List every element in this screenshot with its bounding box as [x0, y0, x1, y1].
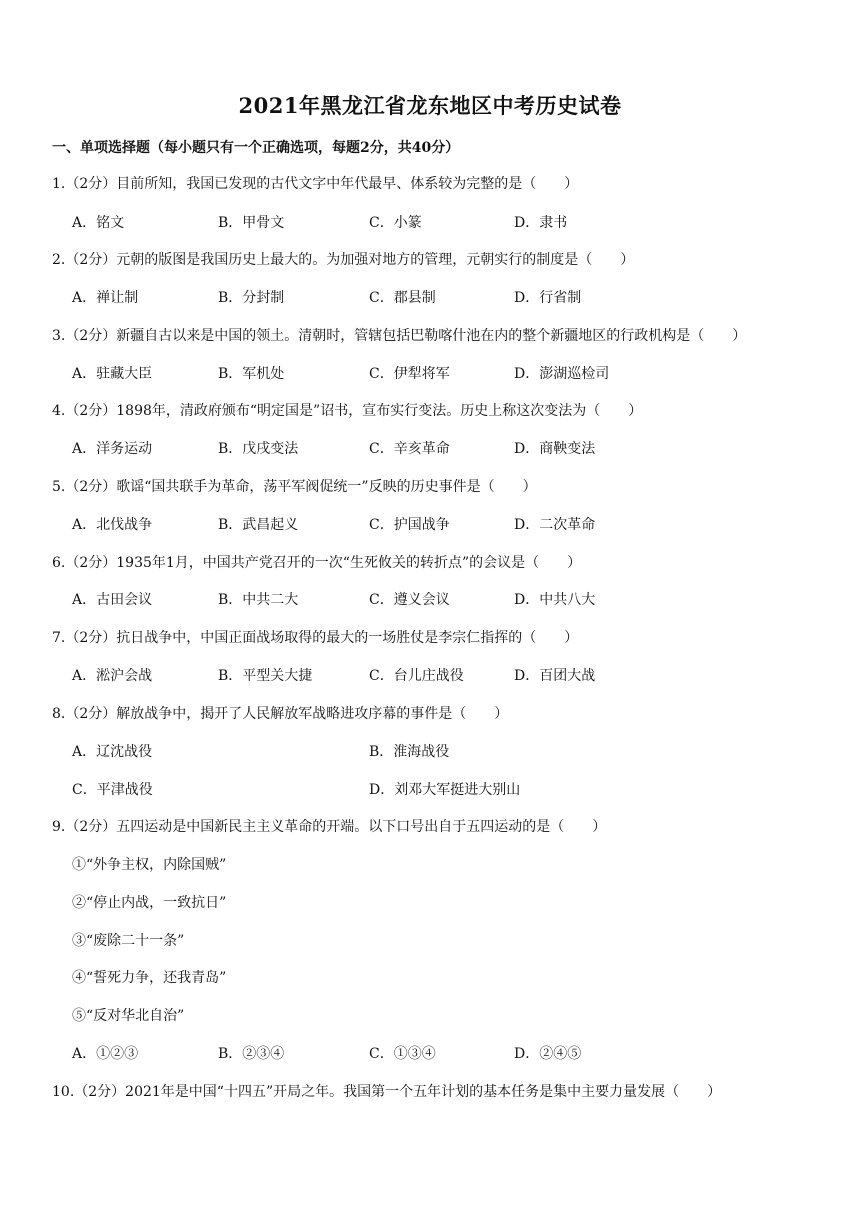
option-c[interactable]: C．平津战役: [72, 782, 153, 798]
option-c[interactable]: C．护国战争: [369, 517, 450, 533]
question-2-stem: 2.（2分）元朝的版图是我国历史上最大的。为加强对地方的管理，元朝实行的制度是（ ）: [52, 252, 635, 268]
question-9-statement-1: ①“外争主权，内除国贼”: [72, 857, 227, 873]
option-d[interactable]: D．刘邓大军挺进大别山: [369, 782, 521, 798]
option-b[interactable]: B．分封制: [218, 290, 285, 306]
exam-title: 2021年黑龙江省龙东地区中考历史试卷: [238, 93, 622, 118]
option-d[interactable]: D．②④⑤: [514, 1046, 582, 1062]
question-4-stem: 4.（2分）1898年，清政府颁布“明定国是”诏书，宣布实行变法。历史上称这次变法为（ ）: [52, 403, 643, 419]
option-b[interactable]: B．戊戌变法: [218, 441, 299, 457]
question-7-stem: 7.（2分）抗日战争中，中国正面战场取得的最大的一场胜仗是李宗仁指挥的（ ）: [52, 630, 579, 646]
option-a[interactable]: A．驻藏大臣: [72, 366, 153, 382]
option-d[interactable]: D．商鞅变法: [514, 441, 596, 457]
option-c[interactable]: C．郡县制: [369, 290, 436, 306]
option-a[interactable]: A．洋务运动: [72, 441, 153, 457]
option-b[interactable]: B．淮海战役: [369, 744, 450, 760]
option-b[interactable]: B．甲骨文: [218, 215, 285, 231]
question-8-stem: 8.（2分）解放战争中，揭开了人民解放军战略进攻序幕的事件是（ ）: [52, 706, 509, 722]
option-d[interactable]: D．中共八大: [514, 592, 596, 608]
option-b[interactable]: B．②③④: [218, 1046, 285, 1062]
question-9-statement-3: ③“废除二十一条”: [72, 933, 185, 949]
option-d[interactable]: D．百团大战: [514, 668, 596, 684]
question-9-statement-5: ⑤“反对华北自治”: [72, 1008, 185, 1024]
option-b[interactable]: B．武昌起义: [218, 517, 299, 533]
option-b[interactable]: B．中共二大: [218, 592, 299, 608]
option-c[interactable]: C．小篆: [369, 215, 422, 231]
option-d[interactable]: D．隶书: [514, 215, 568, 231]
option-a[interactable]: A．淞沪会战: [72, 668, 153, 684]
question-1-stem: 1.（2分）目前所知，我国已发现的古代文字中年代最早、体系较为完整的是（ ）: [52, 176, 579, 192]
question-9-statement-2: ②“停止内战，一致抗日”: [72, 895, 227, 911]
option-c[interactable]: C．伊犁将军: [369, 366, 450, 382]
section-heading: 一、单项选择题（每小题只有一个正确选项，每题2分，共40分）: [52, 140, 460, 156]
question-3-stem: 3.（2分）新疆自古以来是中国的领土。清朝时，管辖包括巴勒喀什池在内的整个新疆地区的行政机构是（ ）: [52, 328, 747, 344]
option-d[interactable]: D．二次革命: [514, 517, 596, 533]
question-10-stem: 10.（2分）2021年是中国“十四五”开局之年。我国第一个五年计划的基本任务是集中主要力量发展（ ）: [52, 1084, 722, 1100]
option-b[interactable]: B．平型关大捷: [218, 668, 313, 684]
option-c[interactable]: C．遵义会议: [369, 592, 450, 608]
question-9-statement-4: ④“誓死力争，还我青岛”: [72, 970, 227, 986]
option-a[interactable]: A．辽沈战役: [72, 744, 153, 760]
option-b[interactable]: B．军机处: [218, 366, 285, 382]
option-a[interactable]: A．北伐战争: [72, 517, 153, 533]
option-d[interactable]: D．澎湖巡检司: [514, 366, 610, 382]
question-5-stem: 5.（2分）歌谣“国共联手为革命，荡平军阀促统一”反映的历史事件是（ ）: [52, 479, 537, 495]
option-a[interactable]: A．禅让制: [72, 290, 139, 306]
option-c[interactable]: C．台儿庄战役: [369, 668, 464, 684]
option-a[interactable]: A．古田会议: [72, 592, 153, 608]
option-a[interactable]: A．铭文: [72, 215, 125, 231]
option-c[interactable]: C．①③④: [369, 1046, 436, 1062]
option-d[interactable]: D．行省制: [514, 290, 582, 306]
question-9-stem: 9.（2分）五四运动是中国新民主主义革命的开端。以下口号出自于五四运动的是（ ）: [52, 819, 607, 835]
option-a[interactable]: A．①②③: [72, 1046, 139, 1062]
question-6-stem: 6.（2分）1935年1月，中国共产党召开的一次“生死攸关的转折点”的会议是（ ）: [52, 555, 582, 571]
option-c[interactable]: C．辛亥革命: [369, 441, 450, 457]
